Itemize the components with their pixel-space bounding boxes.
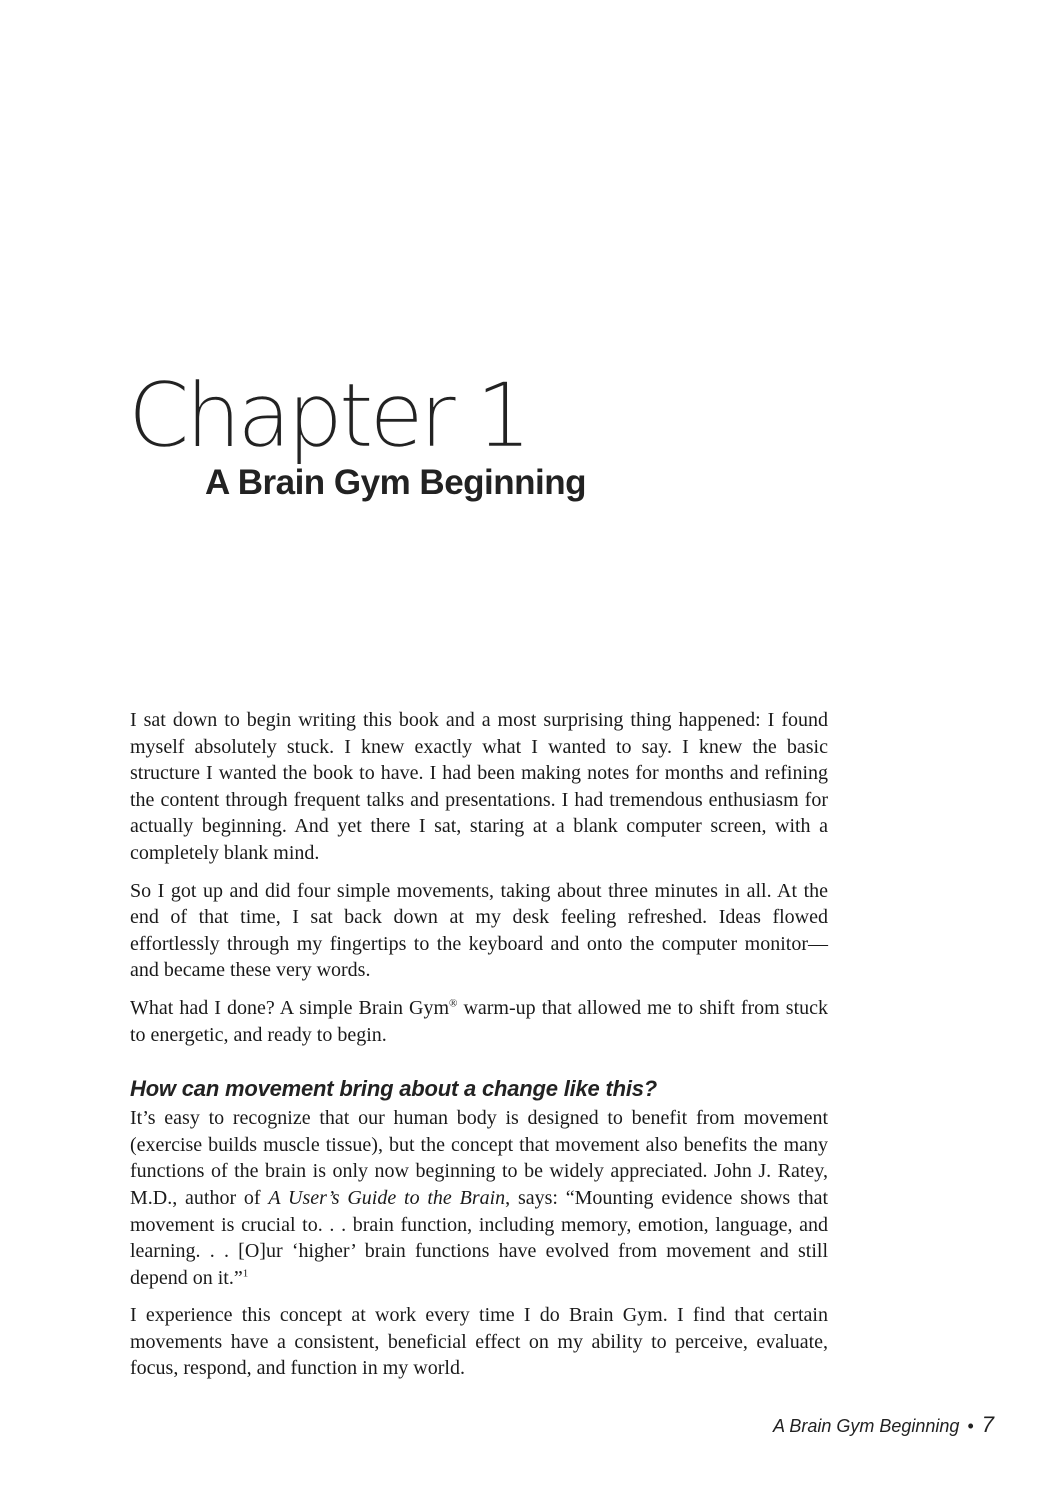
- paragraph-1: I sat down to begin writing this book and a most surprising thing happened: I found myself absolutely stuck. I knew exactly what I wanted to say. I knew the basic structure I wanted the book to have. I had been making notes for months and refining the content through frequent talks and presentations. I had tremendous enthusiasm for actually beginning. And yet there I sat, staring at a blank computer screen, with a completely blank mind.: [130, 709, 828, 864]
- paragraph-4-start: It’s easy to recognize that our human body is designed to benefit from movement (exercise builds muscle tissue), but the concept that movement also benefits the many functions of the brain is only now beginning to be widely appreciated. John J. Ratey, M.D., author of: [130, 1107, 828, 1209]
- chapter-title: A Brain Gym Beginning: [205, 463, 587, 502]
- paragraph-3-end: warm-up that allowed me to shift from stuck to energetic, and ready to begin.: [130, 996, 829, 1046]
- body-text: [130, 707, 828, 1393]
- running-title: A Brain Gym Beginning: [773, 1416, 960, 1436]
- page-footer: [773, 1412, 994, 1438]
- paragraph-3: [130, 995, 828, 1048]
- section-heading: How can movement bring about a change like this?: [130, 1076, 658, 1102]
- page-number: 7: [981, 1412, 994, 1437]
- footnote-marker: 1: [242, 1267, 249, 1280]
- chapter-number: Chapter 1: [128, 364, 528, 467]
- book-title: A User’s Guide to the Brain: [268, 1186, 506, 1209]
- paragraph-4-end: , says: “Mounting evidence shows that movement is crucial to. . . brain function, including memory, emotion, language, and learning. . . [O]ur ‘higher’ brain functions have evolved from movement and still depend on it.”: [130, 1186, 829, 1289]
- paragraph-4: [130, 1105, 828, 1291]
- registered-mark: ®: [449, 997, 458, 1010]
- footer-separator: •: [967, 1416, 974, 1436]
- paragraph-2: So I got up and did four simple movements, taking about three minutes in all. At the end of that time, I sat back down at my desk feeling refreshed. Ideas flowed effortlessly through my fingertips to the keyboard and onto the computer monitor—and became these very words.: [130, 879, 828, 982]
- paragraph-5: I experience this concept at work every time I do Brain Gym. I find that certain movements have a consistent, beneficial effect on my ability to perceive, evaluate, focus, respond, and function in my world.: [130, 1304, 828, 1380]
- paragraph-3-start: What had I done? A simple Brain Gym: [130, 996, 450, 1019]
